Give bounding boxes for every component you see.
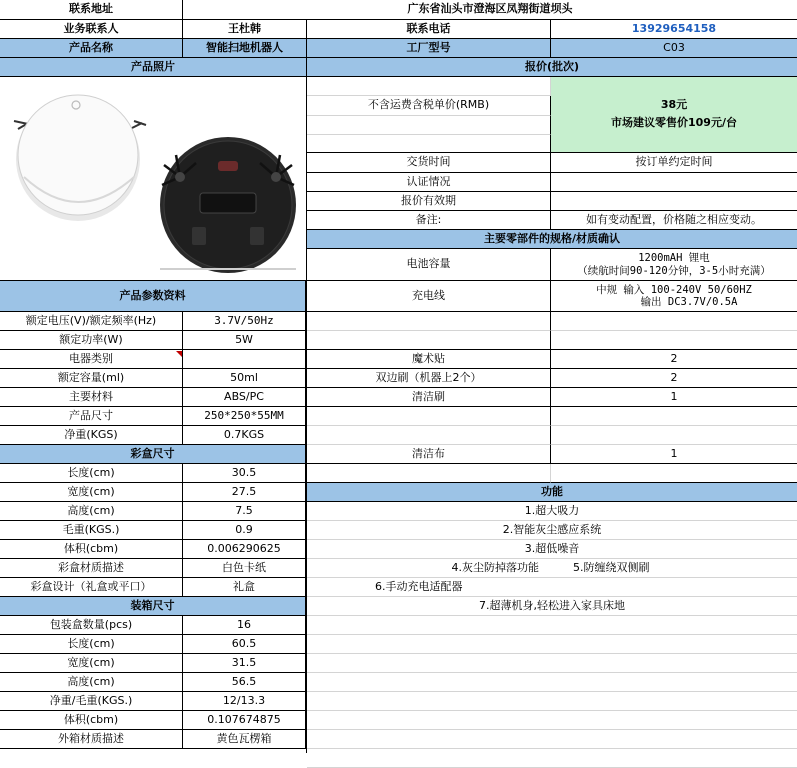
feature-4: 4.灰尘防掉落功能 [307, 559, 551, 578]
param-label: 产品尺寸 [0, 407, 183, 426]
velcro-value: 2 [551, 350, 797, 369]
phone-label: 联系电话 [307, 20, 551, 39]
color_box-label: 长度(cm) [0, 464, 183, 483]
cloth-label: 清洁布 [307, 445, 551, 464]
charger-label: 充电线 [307, 281, 551, 312]
phone-value[interactable]: 13929654158 [551, 20, 797, 39]
param-label: 电器类别 [0, 350, 183, 369]
white-robot-icon [14, 95, 146, 221]
color_box-label: 高度(cm) [0, 502, 183, 521]
address-value: 广东省汕头市澄海区凤翔街道坝头 [183, 0, 797, 20]
color_box-label: 彩盒材质描述 [0, 559, 183, 578]
feature-6: 6.手动充电适配器 [307, 578, 551, 597]
clean-brush-value: 1 [551, 388, 797, 407]
feature-3: 3.超低噪音 [307, 540, 797, 559]
color_box-label: 宽度(cm) [0, 483, 183, 502]
param-value: 50ml [183, 369, 306, 388]
param-label: 额定功率(W) [0, 331, 183, 350]
battery-value: 1200mAH 锂电 （续航时间90-120分钟，3-5小时充满） [551, 249, 797, 281]
param-label: 主要材料 [0, 388, 183, 407]
carton-title: 装箱尺寸 [0, 597, 306, 616]
feature-2: 2.智能灰尘感应系统 [307, 521, 797, 540]
side-brush-label: 双边刷（机器上2个） [307, 369, 551, 388]
color_box-value: 0.006290625 [183, 540, 306, 559]
param-value: 5W [183, 331, 306, 350]
contact-label: 业务联系人 [0, 20, 183, 39]
feature-7: 7.超薄机身,轻松进入家具床地 [307, 597, 797, 616]
color_box-value: 27.5 [183, 483, 306, 502]
side-brush-value: 2 [551, 369, 797, 388]
comment-marker-icon [176, 351, 182, 357]
carton-label: 净重/毛重(KGS.) [0, 692, 183, 711]
validity-label: 报价有效期 [307, 192, 551, 211]
param-label: 额定电压(V)/额定频率(Hz) [0, 312, 183, 331]
param-value: 3.7V/50Hz [183, 312, 306, 331]
price-label: 不含运费含税单价(RMB) [307, 96, 551, 115]
factory-model-value: C03 [551, 39, 797, 58]
color_box-label: 彩盒设计（礼盒或平口） [0, 578, 183, 597]
feature-1: 1.超大吸力 [307, 502, 797, 521]
carton-value: 0.107674875 [183, 711, 306, 730]
price-box [551, 77, 797, 153]
carton-label: 外箱材质描述 [0, 730, 183, 749]
address-label: 联系地址 [0, 0, 183, 20]
param-value: ABS/PC [183, 388, 306, 407]
cert-label: 认证情况 [307, 173, 551, 192]
color_box-value: 白色卡纸 [183, 559, 306, 578]
delivery-value: 按订单约定时间 [551, 153, 797, 173]
params-title: 产品参数资料 [0, 280, 306, 312]
contact-value: 王杜韩 [183, 20, 307, 39]
black-robot-icon [160, 137, 296, 273]
carton-value: 12/13.3 [183, 692, 306, 711]
carton-label: 高度(cm) [0, 673, 183, 692]
carton-value: 60.5 [183, 635, 306, 654]
carton-label: 宽度(cm) [0, 654, 183, 673]
color_box-label: 体积(cbm) [0, 540, 183, 559]
color_box-value: 礼盒 [183, 578, 306, 597]
battery-label: 电池容量 [307, 249, 551, 281]
product-name-label: 产品名称 [0, 39, 183, 58]
charger-value: 中规 输入 100-240V 50/60HZ 输出 DC3.7V/0.5A [551, 281, 797, 312]
carton-label: 长度(cm) [0, 635, 183, 654]
carton-label: 体积(cbm) [0, 711, 183, 730]
cloth-value: 1 [551, 445, 797, 464]
carton-value: 56.5 [183, 673, 306, 692]
factory-model-label: 工厂型号 [307, 39, 551, 58]
delivery-label: 交货时间 [307, 153, 551, 173]
quote-section-title: 报价(批次) [307, 58, 797, 77]
product-name-value: 智能扫地机器人 [183, 39, 307, 58]
product-photo [0, 77, 306, 280]
features-title: 功能 [307, 483, 797, 502]
color_box-value: 7.5 [183, 502, 306, 521]
param-label: 额定容量(ml) [0, 369, 183, 388]
color_box-title: 彩盒尺寸 [0, 445, 306, 464]
color_box-label: 毛重(KGS.) [0, 521, 183, 540]
param-value: 250*250*55MM [183, 407, 306, 426]
retail-price: 市场建议零售价109元/台 [611, 116, 737, 129]
price-value: 38元 [660, 98, 688, 112]
param-value [183, 350, 306, 369]
carton-label: 包装盒数量(pcs) [0, 616, 183, 635]
carton-value: 31.5 [183, 654, 306, 673]
param-label: 净重(KGS) [0, 426, 183, 445]
feature-5: 5.防缠绕双侧刷 [551, 559, 797, 578]
param-value: 0.7KGS [183, 426, 306, 445]
velcro-label: 魔术贴 [307, 350, 551, 369]
remark-value: 如有变动配置，价格随之相应变动。 [551, 211, 797, 230]
color_box-value: 0.9 [183, 521, 306, 540]
clean-brush-label: 清洁刷 [307, 388, 551, 407]
color_box-value: 30.5 [183, 464, 306, 483]
carton-value: 16 [183, 616, 306, 635]
remark-label: 备注: [307, 211, 551, 230]
robot-vacuum-image [0, 77, 306, 280]
photo-section-title: 产品照片 [0, 58, 307, 77]
carton-value: 黄色瓦楞箱 [183, 730, 306, 749]
parts-title: 主要零部件的规格/材质确认 [307, 230, 797, 249]
